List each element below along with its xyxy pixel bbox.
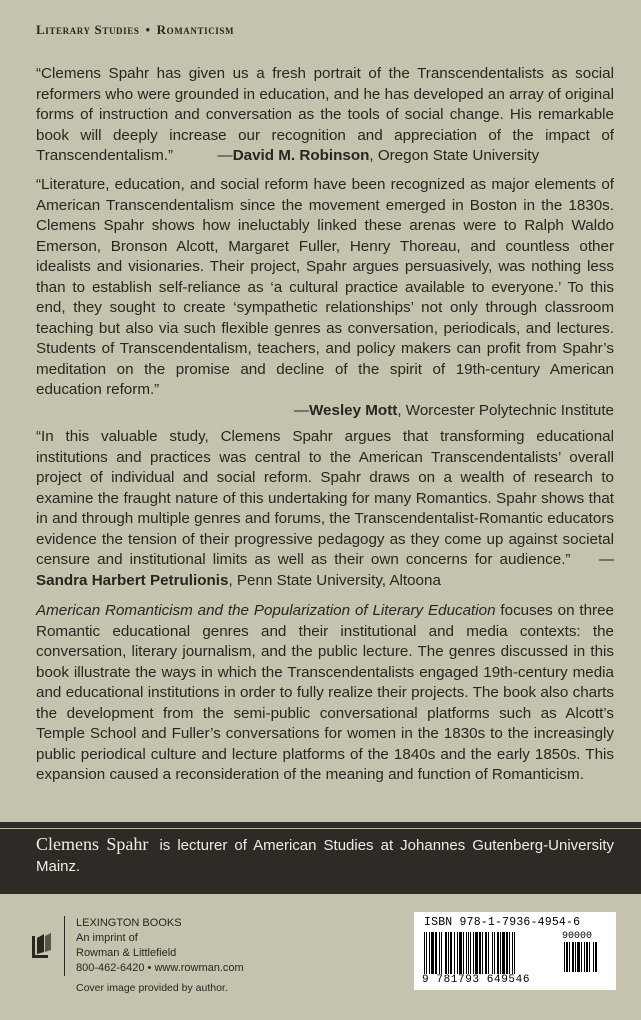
barcode-bar <box>485 932 487 974</box>
barcode-bar <box>441 932 442 974</box>
barcode-bar <box>479 932 481 974</box>
barcode-bar <box>463 932 464 974</box>
barcode-bar <box>470 932 471 974</box>
barcode-bar <box>454 932 455 974</box>
barcode-bar <box>424 932 425 974</box>
price-code: 90000 <box>562 931 593 942</box>
blurb-petrulionis <box>36 427 614 591</box>
barcode-bar <box>502 932 505 974</box>
barcode-bar <box>457 932 458 974</box>
isbn-label: ISBN 978-1-7936-4954-6 <box>424 916 581 929</box>
barcode-bar <box>450 932 452 974</box>
barcode-bar <box>584 942 585 972</box>
barcode-bar <box>512 932 513 974</box>
blurb-mott <box>36 175 614 421</box>
lexington-books-logo-icon <box>30 930 56 962</box>
barcode-bar <box>448 932 449 974</box>
blurb-dash: — <box>598 551 614 568</box>
barcode-bar <box>500 932 501 974</box>
barcode-bar <box>426 932 427 974</box>
blurb-text: “Clemens Spahr has given us a fresh portrait of the Transcendentalists as social reformers who were grounded in education, and he has developed an array of original forms of instruction and conversation as the tools of social change. His remarkable book will deeply increase our recognition and appreciation of the impact of Transcendentalism.” <box>36 65 614 164</box>
publisher-info <box>76 916 244 976</box>
price-barcode-bars <box>564 942 610 974</box>
barcode-bar <box>459 932 462 974</box>
barcode-bar <box>586 942 588 972</box>
barcode-bar <box>509 932 510 974</box>
barcode-bar <box>488 932 489 974</box>
blurb-dash: — <box>293 401 309 419</box>
bio-text: is lecturer of American Studies at Johannes Gutenberg-University Mainz. <box>36 837 614 875</box>
barcode-bar <box>475 932 478 974</box>
publisher-divider <box>64 916 65 976</box>
isbn-barcode <box>414 912 616 990</box>
blurb-affiliation: , Worcester Polytechnic Institute <box>397 401 614 419</box>
ean-digits: 9 781793 649546 <box>422 974 531 986</box>
barcode-bar <box>497 932 499 974</box>
barcode-bar <box>593 942 594 972</box>
publisher-imprint-line: An imprint of <box>76 932 138 944</box>
blurb-text: “In this valuable study, Clemens Spahr argues that transforming educational institutions and practices was central to the American Transcendentalists’ overall project of individual and social reform. Spahr draws on a wealth of research to examine the fraught nature of this undertaking for many Romantics. Spahr shows that in and through multiple genres and forums, the Transcendentalist-Romantic educators evidence the tension of their progressive pedagogy as they come up against societal censure and institutional limits as well as their own concerns for audience.” <box>36 428 614 568</box>
blurb-author: Wesley Mott <box>309 401 398 419</box>
barcode-bar <box>575 942 576 972</box>
blurb-affiliation: , Penn State University, Altoona <box>228 571 441 589</box>
author-bio <box>36 834 614 877</box>
blurb-affiliation: , Oregon State University <box>369 147 540 164</box>
blurb-attribution <box>36 401 614 422</box>
barcode-bar <box>468 932 469 974</box>
publisher-contact: 800-462-6420 • www.rowman.com <box>76 962 244 974</box>
description-body: focuses on three Romantic educational genres and their institutional and media contexts: the conversation, literary journalism, and the public lecture. The genres discussed in this book illustrate the ways in which the Transcendentalists engaged 19th-century media and educational institutions in order to fully realize their projects. The book also charts the development from the semi-public conversational platforms such as Alcott’s Temple School and Fuller’s conversations for women in the 1830s to the increasingly public periodical culture and lecture platforms of the 1840s and the early 1850s. This expansion caused a reconsideration of the meaning and function of Romanticism. <box>36 602 614 783</box>
barcode-bar <box>466 932 467 974</box>
category-label <box>36 22 234 38</box>
blurb-author: Sandra Harbert Petrulionis <box>36 571 229 589</box>
barcode-bar <box>494 932 495 974</box>
barcode-bar <box>589 942 590 972</box>
barcode-bar <box>445 932 447 974</box>
book-description <box>36 601 614 786</box>
barcode-bar <box>435 932 437 974</box>
barcode-bar <box>595 942 597 972</box>
book-title: American Romanticism and the Popularization of Literary Education <box>36 602 496 619</box>
barcode-bar <box>473 932 474 974</box>
barcode-bar <box>564 942 565 972</box>
category-literary-studies: Literary Studies <box>36 22 140 37</box>
barcode-bar <box>569 942 570 972</box>
barcode-bar <box>492 932 493 974</box>
barcode-bar <box>439 932 440 974</box>
bio-author-name: Clemens Spahr <box>36 834 149 854</box>
ean-barcode-bars <box>424 932 558 974</box>
publisher-name: LEXINGTON BOOKS <box>76 917 182 929</box>
barcode-bar <box>429 932 430 974</box>
blurb-text: “Literature, education, and social reform have been recognized as major elements of American Transcendentalism since the movement emerged in Boston in the 1830s. Clemens Spahr shows how ineluctably linked these arenas were to Ralph Waldo Emerson, Bronson Alcott, Margaret Fuller, Henry Thoreau, and countless other idealists and visionaries. Their project, Spahr argues persuasively, was nothing less than to establish self-reliance as ‘a cultural practice available to everyone.’ To this end, they sought to create ‘sympathetic relationships’ not only through classroom teaching but also via such flexible genres as conversation, periodicals, and lectures. Students of Transcendentalism, teachers, and policy makers can profit from Spahr’s meditation on the promise and decline of the spirit of 19th-century American education reform.” <box>36 176 614 398</box>
blurb-robinson <box>36 64 614 167</box>
barcode-bar <box>572 942 574 972</box>
blurb-dash: — <box>217 147 233 164</box>
barcode-bar <box>506 932 508 974</box>
publisher-parent: Rowman & Littlefield <box>76 947 177 959</box>
blurb-author: David M. Robinson <box>232 147 370 164</box>
barcode-bar <box>581 942 582 972</box>
category-romanticism: Romanticism <box>156 22 235 37</box>
bio-divider <box>0 828 641 829</box>
cover-credit: Cover image provided by author. <box>76 982 228 994</box>
barcode-bar <box>566 942 568 972</box>
barcode-bar <box>577 942 580 972</box>
barcode-bar <box>514 932 515 974</box>
barcode-bar <box>482 932 483 974</box>
barcode-bar <box>431 932 434 974</box>
category-bullet: • <box>145 22 151 37</box>
